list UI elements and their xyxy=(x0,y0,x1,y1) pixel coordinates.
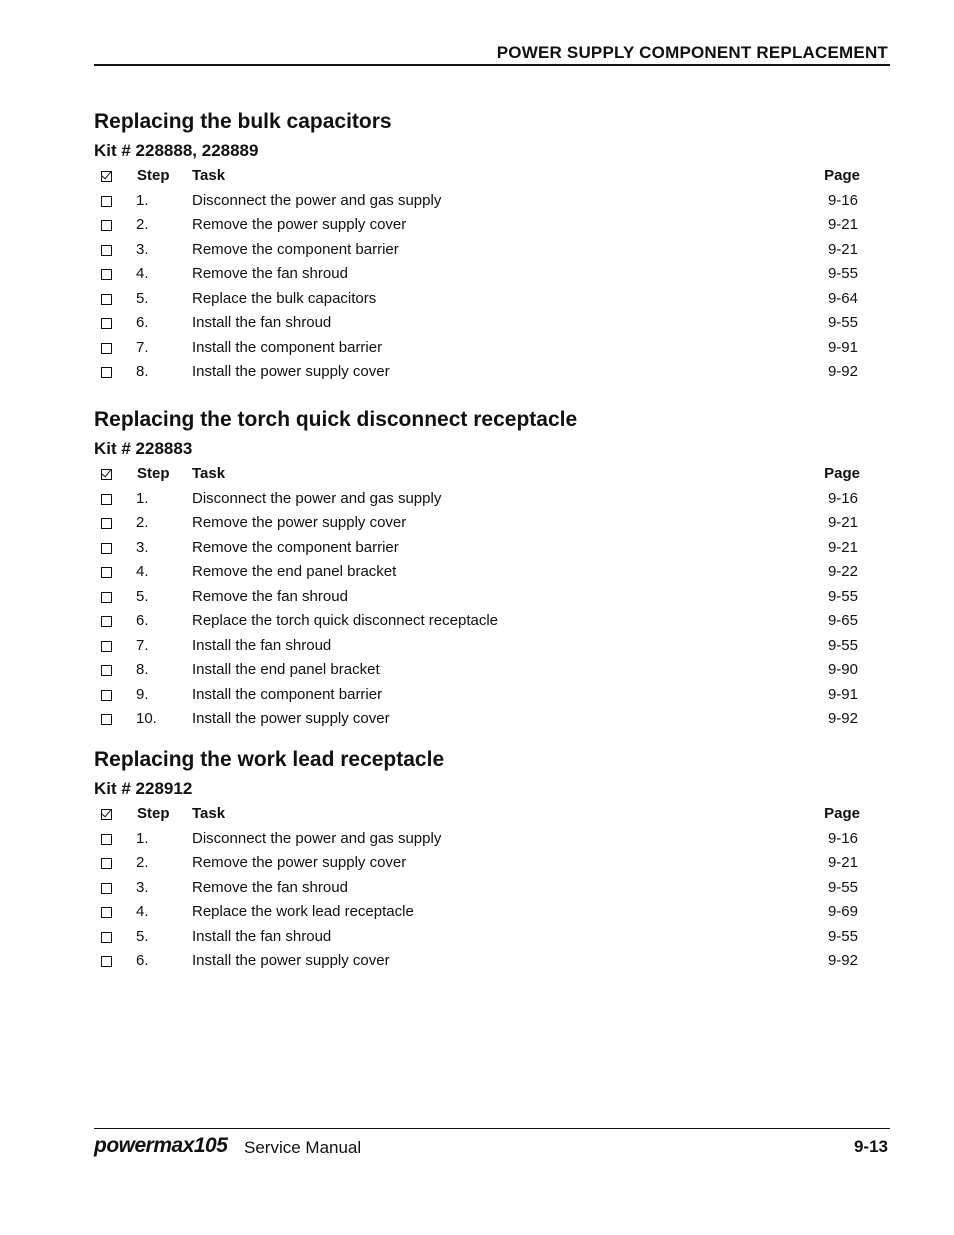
column-header-page: Page xyxy=(824,465,860,482)
task-description: Replace the torch quick disconnect receptacle xyxy=(192,612,499,629)
task-description: Remove the fan shroud xyxy=(192,878,348,896)
checkbox[interactable] xyxy=(101,883,112,894)
task-description: Install the end panel bracket xyxy=(192,661,380,678)
column-header-step: Step xyxy=(137,465,170,482)
step-number: 2. xyxy=(136,216,149,233)
task-description: Replace the bulk capacitors xyxy=(192,289,377,307)
checkbox[interactable] xyxy=(101,367,112,378)
table-row xyxy=(94,287,890,312)
step-number: 2. xyxy=(136,514,149,531)
table-header-row xyxy=(94,164,890,189)
column-header-task: Task xyxy=(192,167,226,184)
section-title: Replacing the work lead receptacle xyxy=(94,748,445,771)
step-number: 6. xyxy=(136,952,149,969)
step-number: 1. xyxy=(136,191,149,209)
table-row xyxy=(94,827,890,852)
table-row xyxy=(94,925,890,950)
kit-number: Kit # 228888, 228889 xyxy=(94,141,259,160)
table-row xyxy=(94,262,890,287)
step-number: 1. xyxy=(136,829,149,847)
step-number: 3. xyxy=(136,878,149,896)
page-reference: 9-55 xyxy=(827,587,858,605)
table-row xyxy=(94,213,890,238)
table-row xyxy=(94,360,890,385)
step-number: 5. xyxy=(136,587,149,605)
page-reference: 9-90 xyxy=(827,661,858,678)
page-reference: 9-55 xyxy=(827,265,858,282)
page-reference: 9-92 xyxy=(827,710,858,727)
task-description: Remove the fan shroud xyxy=(192,265,348,282)
checkbox[interactable] xyxy=(101,665,112,676)
kit-number: Kit # 228883 xyxy=(94,439,193,458)
checkbox[interactable] xyxy=(101,907,112,918)
step-number: 9. xyxy=(136,685,149,703)
task-description: Remove the fan shroud xyxy=(192,587,348,605)
table-row xyxy=(94,336,890,361)
table-row xyxy=(94,949,890,974)
table-row xyxy=(94,609,890,634)
task-description: Install the component barrier xyxy=(192,685,383,703)
running-header: POWER SUPPLY COMPONENT REPLACEMENT xyxy=(496,43,888,62)
table-row xyxy=(94,189,890,214)
task-description: Remove the power supply cover xyxy=(192,514,407,531)
checkbox[interactable] xyxy=(101,220,112,231)
step-number: 1. xyxy=(136,489,149,507)
table-row xyxy=(94,900,890,925)
checkbox[interactable] xyxy=(101,592,112,603)
step-number: 8. xyxy=(136,363,149,380)
footer-rule xyxy=(94,1128,890,1129)
step-number: 6. xyxy=(136,612,149,629)
step-number: 7. xyxy=(136,636,149,654)
checkbox[interactable] xyxy=(101,196,112,207)
step-number: 6. xyxy=(136,314,149,331)
step-number: 4. xyxy=(136,903,149,920)
table-row xyxy=(94,487,890,512)
task-description: Disconnect the power and gas supply xyxy=(192,191,442,209)
page-reference: 9-16 xyxy=(827,829,858,847)
checked-box-icon xyxy=(101,171,112,182)
step-number: 10. xyxy=(136,710,157,727)
page-reference: 9-55 xyxy=(827,314,858,331)
kit-number: Kit # 228912 xyxy=(94,779,193,798)
task-description: Remove the power supply cover xyxy=(192,216,407,233)
task-description: Install the power supply cover xyxy=(192,952,390,969)
task-description: Replace the work lead receptacle xyxy=(192,903,414,920)
task-description: Install the power supply cover xyxy=(192,363,390,380)
procedure-section xyxy=(94,108,890,385)
checkbox[interactable] xyxy=(101,714,112,725)
checked-box-icon xyxy=(101,809,112,820)
checkbox[interactable] xyxy=(101,690,112,701)
checkbox[interactable] xyxy=(101,567,112,578)
task-description: Install the fan shroud xyxy=(192,927,332,945)
checkbox[interactable] xyxy=(101,834,112,845)
table-row xyxy=(94,851,890,876)
step-number: 5. xyxy=(136,289,149,307)
step-number: 4. xyxy=(136,563,149,580)
procedure-section xyxy=(94,406,890,732)
column-header-step: Step xyxy=(137,167,170,184)
page-reference: 9-55 xyxy=(827,878,858,896)
column-header-page: Page xyxy=(824,167,860,184)
table-row xyxy=(94,585,890,610)
product-logo: powermax105 xyxy=(94,1134,228,1157)
table-row xyxy=(94,707,890,732)
page-reference: 9-69 xyxy=(827,903,858,920)
task-description: Disconnect the power and gas supply xyxy=(192,829,442,847)
checkbox[interactable] xyxy=(101,343,112,354)
procedure-section xyxy=(94,746,890,974)
task-description: Remove the end panel bracket xyxy=(192,563,397,580)
section-title: Replacing the bulk capacitors xyxy=(94,110,392,133)
step-number: 8. xyxy=(136,661,149,678)
column-header-step: Step xyxy=(137,805,170,822)
section-title: Replacing the torch quick disconnect receptacle xyxy=(94,408,578,431)
checkbox[interactable] xyxy=(101,641,112,652)
page-reference: 9-91 xyxy=(827,338,858,356)
column-header-page: Page xyxy=(824,805,860,822)
checkbox[interactable] xyxy=(101,518,112,529)
table-row xyxy=(94,311,890,336)
table-row xyxy=(94,238,890,263)
step-number: 2. xyxy=(136,854,149,871)
page-reference: 9-55 xyxy=(827,636,858,654)
checkbox[interactable] xyxy=(101,494,112,505)
page-reference: 9-21 xyxy=(827,240,858,258)
table-row xyxy=(94,511,890,536)
page-reference: 9-21 xyxy=(827,216,858,233)
checkbox[interactable] xyxy=(101,294,112,305)
page-reference: 9-55 xyxy=(827,927,858,945)
checked-box-icon xyxy=(101,469,112,480)
page-reference: 9-91 xyxy=(827,685,858,703)
task-description: Install the fan shroud xyxy=(192,636,332,654)
page-reference: 9-65 xyxy=(827,612,858,629)
table-header-row xyxy=(94,802,890,827)
page-reference: 9-16 xyxy=(827,489,858,507)
task-description: Install the power supply cover xyxy=(192,710,390,727)
step-number: 5. xyxy=(136,927,149,945)
task-description: Install the component barrier xyxy=(192,338,383,356)
page-reference: 9-92 xyxy=(827,363,858,380)
step-number: 7. xyxy=(136,338,149,356)
task-description: Disconnect the power and gas supply xyxy=(192,489,442,507)
page-reference: 9-21 xyxy=(827,538,858,556)
page-reference: 9-16 xyxy=(827,191,858,209)
table-row xyxy=(94,683,890,708)
step-number: 3. xyxy=(136,538,149,556)
column-header-task: Task xyxy=(192,805,226,822)
checkbox[interactable] xyxy=(101,956,112,967)
task-description: Remove the component barrier xyxy=(192,240,399,258)
table-row xyxy=(94,560,890,585)
step-number: 3. xyxy=(136,240,149,258)
page-reference: 9-92 xyxy=(827,952,858,969)
page-reference: 9-21 xyxy=(827,514,858,531)
checkbox[interactable] xyxy=(101,858,112,869)
checkbox[interactable] xyxy=(101,932,112,943)
table-row xyxy=(94,658,890,683)
checkbox[interactable] xyxy=(101,245,112,256)
task-description: Remove the power supply cover xyxy=(192,854,407,871)
column-header-task: Task xyxy=(192,465,226,482)
page-reference: 9-64 xyxy=(827,289,858,307)
header-rule xyxy=(94,64,890,66)
task-description: Remove the component barrier xyxy=(192,538,399,556)
table-header-row xyxy=(94,462,890,487)
step-number: 4. xyxy=(136,265,149,282)
page-reference: 9-21 xyxy=(827,854,858,871)
page-reference: 9-22 xyxy=(827,563,858,580)
checkbox[interactable] xyxy=(101,616,112,627)
table-row xyxy=(94,876,890,901)
checkbox[interactable] xyxy=(101,543,112,554)
task-description: Install the fan shroud xyxy=(192,314,332,331)
checkbox[interactable] xyxy=(101,318,112,329)
checkbox[interactable] xyxy=(101,269,112,280)
table-row xyxy=(94,536,890,561)
manual-title: Service Manual xyxy=(244,1138,362,1157)
table-row xyxy=(94,634,890,659)
page-number: 9-13 xyxy=(853,1137,888,1156)
